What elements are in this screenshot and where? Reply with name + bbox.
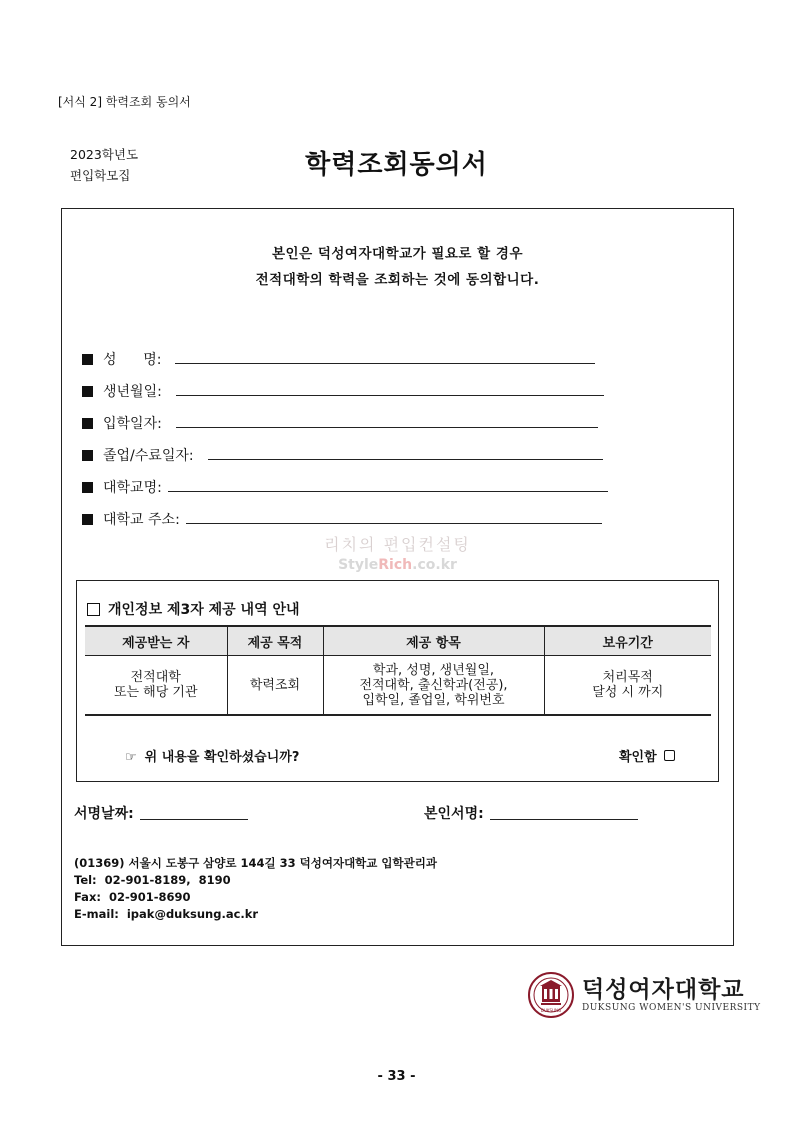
- document-title: 학력조회동의서: [305, 150, 488, 180]
- bullet-square-icon: [82, 418, 93, 429]
- items-line-3: 입학일, 졸업일, 학위번호: [362, 692, 505, 708]
- year-text: 2023학년도: [70, 147, 139, 162]
- name-field-label: 성 명:: [103, 352, 162, 368]
- name-field-line[interactable]: [175, 362, 595, 364]
- cell-items: [323, 656, 544, 716]
- birthdate-field[interactable]: [82, 379, 604, 401]
- logo-name-korean: 덕성여자대학교: [582, 976, 745, 1003]
- cell-recipient: [85, 656, 227, 716]
- watermark-url-style: Style: [338, 557, 379, 573]
- header-items: 제공 항목: [323, 626, 544, 656]
- cell-purpose: 학력조회: [227, 656, 323, 716]
- signature-name-label: 본인서명:: [424, 806, 484, 822]
- name-field[interactable]: [82, 347, 595, 369]
- header-recipient: 제공받는 자: [85, 626, 227, 656]
- university-seal-icon: [528, 972, 574, 1018]
- contact-email: E-mail: ipak@duksung.ac.kr: [74, 907, 259, 921]
- checkbox-square-icon: [87, 603, 100, 616]
- university-name-field[interactable]: [82, 475, 608, 497]
- contact-fax: Fax: 02-901-8690: [74, 890, 191, 904]
- items-line-2: 전적대학, 출신학과(전공),: [359, 677, 508, 693]
- logo-text: [582, 977, 761, 1013]
- bullet-square-icon: [82, 386, 93, 397]
- header-period: 보유기간: [544, 626, 711, 656]
- consent-statement: [62, 241, 733, 293]
- consent-form-box: [61, 208, 734, 946]
- watermark-url-rich: Rich: [378, 557, 413, 573]
- page-number: - 33 -: [377, 1069, 416, 1084]
- confirm-label: 확인함: [619, 750, 657, 765]
- contact-address: (01369) 서울시 도봉구 삼양로 144길 33 덕성여자대학교 입학관리과: [74, 856, 437, 870]
- university-logo: [528, 972, 761, 1018]
- signature-date-line[interactable]: [140, 819, 248, 820]
- privacy-notice-title-text: 개인정보 제3자 제공 내역 안내: [108, 602, 300, 618]
- contact-info: [74, 855, 437, 923]
- consent-line-1: 본인은 덕성여자대학교가 필요로 할 경우: [272, 246, 523, 262]
- table-row: [85, 656, 711, 716]
- watermark-url: [62, 555, 733, 575]
- birthdate-field-label: 생년월일:: [103, 384, 162, 400]
- form-label: [서식 2] 학력조회 동의서: [58, 95, 191, 109]
- graduation-date-field-line[interactable]: [208, 458, 603, 460]
- bullet-square-icon: [82, 354, 93, 365]
- admission-date-field-label: 입학일자:: [103, 416, 162, 432]
- privacy-notice-box: [76, 580, 719, 782]
- bullet-square-icon: [82, 450, 93, 461]
- logo-name-english: DUKSUNG WOMEN'S UNIVERSITY: [582, 1003, 761, 1013]
- confirm-checkbox-box[interactable]: [664, 750, 675, 761]
- program-text: 편입학모집: [70, 168, 131, 183]
- confirm-question: [125, 746, 299, 765]
- signature-name-field[interactable]: [424, 803, 638, 823]
- consent-line-2: 전적대학의 학력을 조회하는 것에 동의합니다.: [255, 272, 540, 288]
- signature-date-label: 서명날짜:: [74, 806, 134, 822]
- seal-text: DUKSUNG: [540, 1008, 562, 1013]
- admission-date-field[interactable]: [82, 411, 598, 433]
- signature-name-line[interactable]: [490, 819, 638, 820]
- recipient-line-1: 전적대학: [130, 670, 181, 685]
- bullet-square-icon: [82, 514, 93, 525]
- university-address-field[interactable]: [82, 507, 602, 529]
- watermark: [62, 535, 733, 575]
- confirm-checkbox[interactable]: [619, 746, 675, 765]
- graduation-date-field[interactable]: [82, 443, 603, 465]
- graduation-date-field-label: 졸업/수료일자:: [103, 448, 194, 464]
- recipient-line-2: 또는 해당 기관: [113, 685, 198, 700]
- confirm-question-text: 위 내용을 확인하셨습니까?: [144, 750, 300, 765]
- birthdate-field-line[interactable]: [176, 394, 604, 396]
- contact-tel: Tel: 02-901-8189, 8190: [74, 873, 231, 887]
- table-header-row: [85, 626, 711, 656]
- period-line-2: 달성 시 까지: [592, 685, 664, 700]
- pointing-hand-icon: ☞: [125, 750, 137, 765]
- header-purpose: 제공 목적: [227, 626, 323, 656]
- period-line-1: 처리목적: [602, 670, 653, 685]
- university-name-field-label: 대학교명:: [103, 480, 162, 496]
- watermark-url-domain: .co.kr: [412, 557, 457, 573]
- bullet-square-icon: [82, 482, 93, 493]
- signature-date-field[interactable]: [74, 803, 248, 823]
- privacy-table: [85, 625, 711, 716]
- items-line-1: 학과, 성명, 생년월일,: [372, 662, 495, 678]
- university-address-field-label: 대학교 주소:: [103, 512, 180, 528]
- university-name-field-line[interactable]: [168, 490, 608, 492]
- admission-date-field-line[interactable]: [176, 426, 598, 428]
- watermark-korean: 리치의 편입컨설팅: [324, 535, 471, 554]
- privacy-notice-title: [87, 599, 300, 619]
- university-address-field-line[interactable]: [186, 522, 602, 524]
- cell-period: [544, 656, 711, 716]
